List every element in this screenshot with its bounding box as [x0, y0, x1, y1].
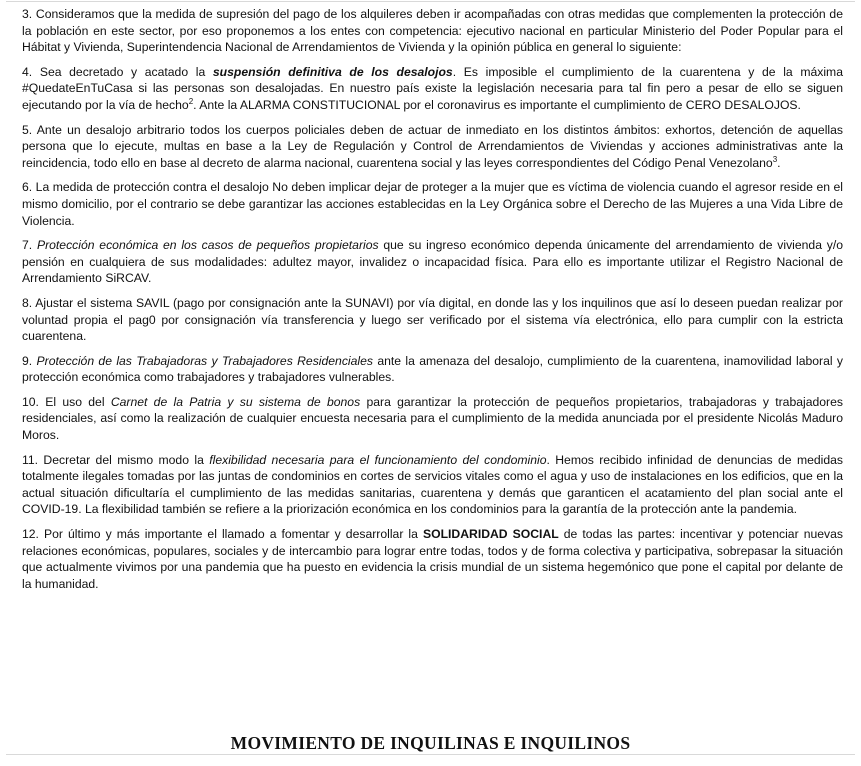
paragraph [22, 526, 843, 592]
paragraph [22, 122, 843, 172]
paragraph-text: Protección de las Trabajadoras y Trabajadores Residenciales [36, 353, 373, 368]
paragraph-text: suspensión definitiva de los desalojos [212, 64, 453, 79]
footnote-marker: 3 [772, 154, 778, 164]
paragraph-text: SOLIDARIDAD SOCIAL [422, 527, 559, 542]
paragraph-text: . [777, 155, 781, 170]
paragraph-text: Decretar del mismo modo la [38, 452, 210, 467]
paragraph-text: El uso del [38, 394, 111, 409]
paragraph-text: ante la amenaza del desalojo, cumplimiento de la cuarentena, inamovilidad laboral y protección económica como trabajadores y trabajadores vulnerables. [22, 353, 844, 385]
paragraph [22, 64, 843, 114]
paragraph-number: 5. [22, 122, 33, 137]
paragraph-text: de todas las partes: incentivar y potenciar nuevas relaciones económicas, populares, sociales y de intercambio para lograr entre todas, todos y de forma colectiva y participativa, sobrepasar la situación que actualmente vivimos por una pandemia que ha puesto en evidencia la crisis mundial de un sistema hegemónico que pone el capital por delante de la humanidad. [22, 527, 843, 591]
footnote-marker: 2 [188, 96, 194, 106]
paragraph [22, 394, 843, 444]
paragraph-text: Consideramos que la medida de supresión del pago de los alquileres deben ir acompañadas con otras medidas que complementen la protección de la población en este sector, por eso proponemos a los entes con competencia: ejecutivo nacional en particular Ministerio del Poder Popular para el Hábitat y Vivienda, Superintendencia Nacional de Arrendamientos de Vivienda y la opinión pública en general lo siguiente: [22, 7, 843, 55]
paragraph [22, 353, 843, 386]
paragraph-text: para garantizar la protección de pequeños propietarios, trabajadoras y trabajadores residenciales, así como la realización de cualquier encuesta necesaria para el cumplimiento de la medida anunciada por el presidente Nicolás Maduro Moros. [22, 394, 843, 443]
top-divider [6, 1, 855, 2]
paragraph [22, 295, 843, 345]
paragraph-list [22, 6, 843, 592]
paragraph-number: 3. [22, 7, 33, 21]
paragraph-number: 6. [22, 180, 33, 195]
paragraph-text: . Ante la ALARMA CONSTITUCIONAL por el coronavirus es importante el cumplimiento de CERO DESALOJOS. [193, 97, 801, 112]
paragraph-number: 7. [22, 238, 33, 253]
paragraph-text: que su ingreso económico dependa únicamente del arrendamiento de vivienda y/o pensión en cualquiera de sus modalidades: adultez mayor, invalidez o incapacidad física. Para ello es importante utilizar el Registro Nacional de Arrendamiento SiRCAV. [22, 238, 844, 286]
paragraph-text: . Hemos recibido infinidad de denuncias de medidas totalmente ilegales tomadas por las juntas de condominios en cortes de servicios vitales como el agua y uso de instalaciones en los edificios, que en la actual situación dificultaría el cumplimiento de las medidas sanitarias, cuarentena y demás que garanticen el acatamiento del plan social ante el COVID-19. La flexibilidad también se refiere a la priorización económica en los condominios para la garantía de la protección ante la pandemia. [22, 452, 844, 517]
paragraph-number: 12. [22, 527, 39, 542]
paragraph [22, 452, 843, 518]
paragraph-text: Por último y más importante el llamado a fomentar y desarrollar la [38, 527, 423, 542]
paragraph-text: Sea decretado y acatado la [32, 64, 213, 79]
paragraph-number: 9. [22, 353, 33, 368]
footer-title: MOVIMIENTO DE INQUILINAS E INQUILINOS [230, 733, 631, 753]
paragraph [22, 6, 843, 56]
paragraph-text: Ante un desalojo arbitrario todos los cuerpos policiales deben de actuar de inmediato en los distintos ámbitos: exhortos, detención de aquellas persona que lo ejecute, multas en base a la Ley de Regulación y Control de Arrendamientos de Viviendas y acciones administrativas ante la reincidencia, todo ello en base al decreto de alarma nacional, cuarentena social y las leyes correspondientes del Código Penal Venezolano [22, 122, 843, 170]
paragraph-text: Carnet de la Patria y su sistema de bonos [110, 394, 361, 409]
paragraph [22, 237, 843, 287]
paragraph-number: 10. [22, 394, 39, 409]
paragraph-text: La medida de protección contra el desalojo No deben implicar dejar de proteger a la mujer que es víctima de violencia cuando el agresor reside en el mismo domicilio, por el contrario se debe garantizar las acciones establecidas en la Ley Orgánica sobre el Derecho de las Mujeres a una Vida Libre de Violencia. [22, 180, 843, 228]
paragraph-text: flexibilidad necesaria para el funcionamiento del condominio [209, 452, 547, 467]
paragraph-number: 11. [22, 452, 39, 467]
bottom-divider [6, 754, 855, 755]
paragraph-number: 8. [22, 295, 33, 310]
paragraph-text: . Es imposible el cumplimiento de la cuarentena y de la máxima #QuedateEnTuCasa si las personas son desalojadas. En nuestro país existe la legislación necesaria para tal fin pero a pesar de ello se siguen ejecutando por la vía de hecho [22, 64, 843, 112]
paragraph-number: 4. [22, 64, 33, 79]
paragraph-text: Protección económica en los casos de pequeños propietarios [36, 238, 379, 253]
paragraph-text: Ajustar el sistema SAVIL (pago por consignación ante la SUNAVI) por vía digital, en donde las y los inquilinos que así lo deseen puedan realizar por voluntad propia el pag0 por consignación vía transferencia y luego ser verificado por el sistema vía electrónica, ello para cumplir con la estricta cuarentena. [22, 295, 843, 344]
paragraph [22, 179, 843, 229]
